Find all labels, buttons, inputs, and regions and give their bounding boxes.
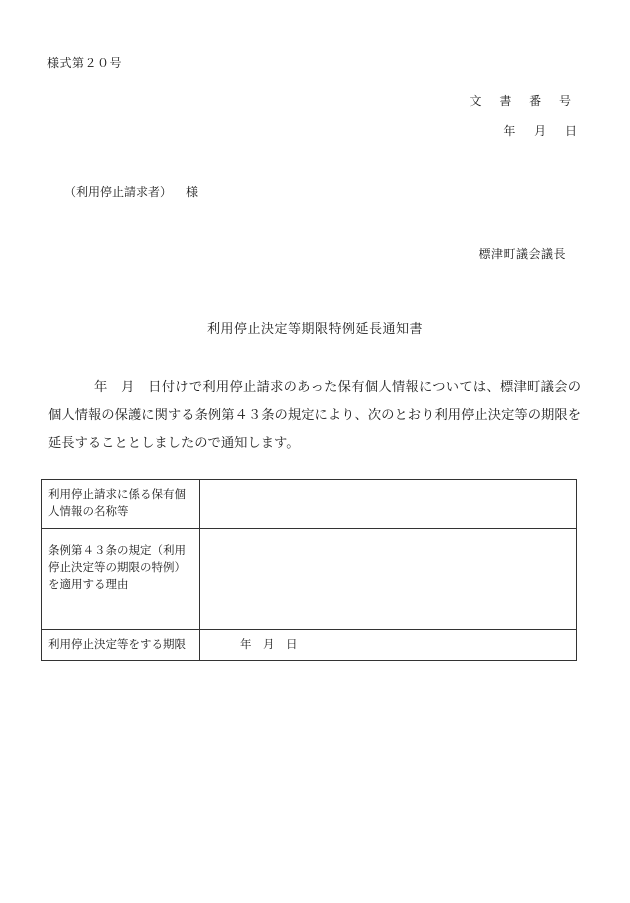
addressee-honorific: 様 [186, 185, 199, 199]
body-paragraph: 年 月 日付けで利用停止請求のあった保有個人情報については、標津町議会の個人情報の保護に関する条例第４３条の規定により、次のとおり利用停止決定等の期限を延長することとしましたので通知します。 [48, 380, 581, 451]
table-label-cell: 条例第４３条の規定（利用停止決定等の期限の特例）を適用する理由 [42, 529, 200, 630]
document-title: 利用停止決定等期限特例延長通知書 [206, 322, 423, 337]
date-label: 年 月 日 [503, 124, 578, 138]
addressee-name: （利用停止請求者） [64, 185, 173, 199]
table-value-cell [200, 529, 577, 630]
table-label-cell: 利用停止決定等をする期限 [42, 630, 200, 661]
form-number: 様式第２０号 [47, 56, 123, 70]
table-row [42, 480, 577, 529]
sender-name: 標津町議会議長 [478, 247, 566, 261]
table-label-cell: 利用停止請求に係る保有個人情報の名称等 [42, 480, 200, 529]
table-row [42, 529, 577, 630]
document-number-label: 文 書 番 号 [469, 94, 578, 108]
addressee [64, 183, 198, 200]
table-row [42, 630, 577, 661]
table-value-cell: 年 月 日 [200, 630, 577, 661]
info-table [41, 479, 577, 661]
table-value-cell [200, 480, 577, 529]
